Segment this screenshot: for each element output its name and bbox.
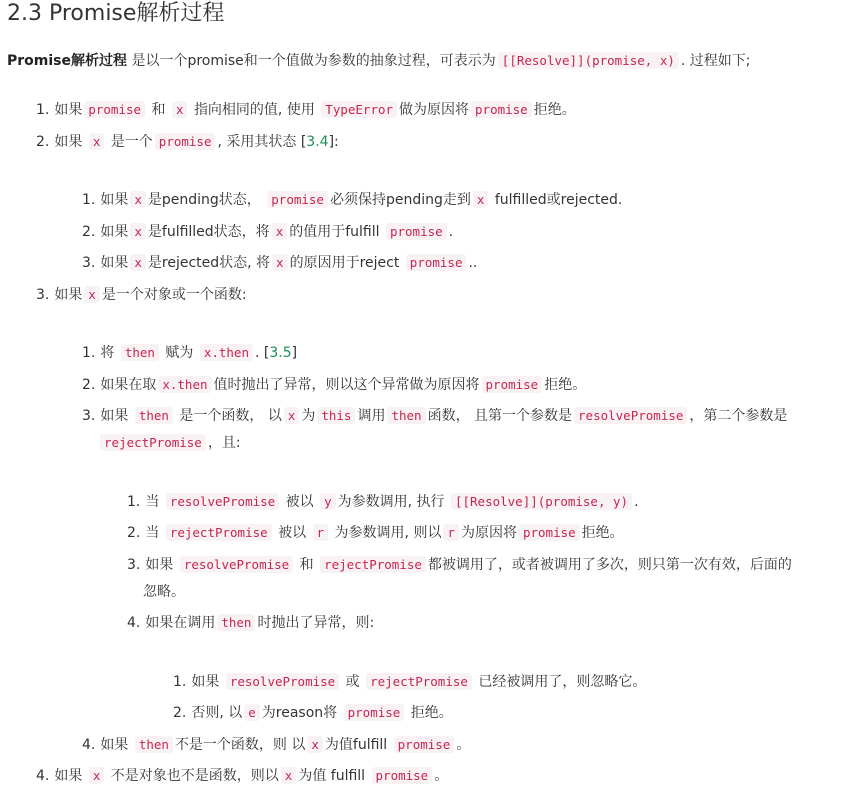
list-item: 4. 如果 x 不是对象也不是函数，则以 x 为值 fulfill promise 。 [36, 768, 449, 784]
inline-code: x [281, 767, 297, 784]
inline-code: [[Resolve]](promise, y) [451, 493, 632, 510]
inline-code: x [130, 254, 146, 271]
inline-code: x.then [200, 344, 253, 361]
inline-code: this [317, 407, 355, 424]
inline-code: y [320, 493, 336, 510]
inline-code: x [272, 223, 288, 240]
inline-code: x [172, 101, 188, 118]
list-item: 1. 如果 x 是pending状态， promise 必须保持pending走到 x fulfilled或rejected. [82, 192, 623, 208]
inline-code: then [121, 344, 159, 361]
list-item: 2. 否则, 以 e 为reason将 promise 拒绝。 [173, 705, 453, 721]
inline-code: resolvePromise [180, 556, 293, 573]
inline-code: x [130, 191, 146, 208]
inline-code: resolvePromise [166, 493, 279, 510]
inline-code: promise [471, 101, 532, 118]
inline-code: x [284, 407, 300, 424]
inline-code: e [244, 704, 260, 721]
inline-code: promise [84, 101, 145, 118]
inline-code: promise [344, 704, 405, 721]
list-item: 3. 如果 x 是rejected状态, 将 x 的原因用于reject promise .. [82, 255, 478, 271]
intro-term: Promise解析过程 [7, 53, 127, 69]
list-item-continuation: 忽略。 [143, 584, 185, 600]
inline-code: rejectPromise [166, 524, 272, 541]
inline-code: resolvePromise [226, 673, 339, 690]
list-item: 1. 如果 promise 和 x 指向相同的值, 使用 TypeError 做为原因将 promise 拒绝。 [36, 102, 576, 118]
list-item: 2. 如果 x 是fulfilled状态，将 x 的值用于fulfill promise . [82, 224, 454, 240]
inline-code: promise [482, 376, 543, 393]
spec-link[interactable]: 3.5 [269, 345, 292, 361]
inline-code: then [387, 407, 425, 424]
list-item: 4. 如果 then 不是一个函数，则 以 x 为值fulfill promise 。 [82, 737, 471, 753]
inline-code: r [313, 524, 329, 541]
inline-code: promise [267, 191, 328, 208]
inline-code: r [443, 524, 459, 541]
inline-code: x [89, 767, 105, 784]
inline-code: x [272, 254, 288, 271]
inline-code: promise [372, 767, 433, 784]
inline-code: x.then [158, 376, 211, 393]
inline-code: rejectPromise [100, 434, 206, 451]
list-item: 3. 如果 x 是一个对象或一个函数: [36, 287, 247, 303]
inline-code: then [135, 736, 173, 753]
list-item: 1. 将 then 赋为 x.then . [3.5] [82, 345, 298, 361]
inline-code: rejectPromise [366, 673, 472, 690]
inline-code: x [84, 286, 100, 303]
inline-code: x [130, 223, 146, 240]
list-item: 2. 当 rejectPromise 被以 r 为参数调用, 则以 r 为原因将 promise 拒绝。 [127, 525, 624, 541]
inline-code: rejectPromise [320, 556, 426, 573]
inline-code: x [89, 133, 105, 150]
inline-code: then [135, 407, 173, 424]
list-item-continuation: rejectPromise ，且: [98, 432, 241, 454]
inline-code: then [217, 614, 255, 631]
inline-code: promise [386, 223, 447, 240]
inline-code: promise [155, 133, 216, 150]
inline-code: x [473, 191, 489, 208]
inline-code: resolvePromise [574, 407, 687, 424]
intro-paragraph: Promise解析过程 是以一个promise和一个值做为参数的抽象过程，可表示为 [[Resolve]](promise, x) . 过程如下; [7, 53, 751, 69]
inline-code: promise [519, 524, 580, 541]
inline-code: x [307, 736, 323, 753]
inline-code: TypeError [321, 101, 397, 118]
spec-link[interactable]: 3.4 [306, 134, 329, 150]
list-item: 1. 如果 resolvePromise 或 rejectPromise 已经被调用了，则忽略它。 [173, 674, 647, 690]
list-item: 2. 如果在取 x.then 值时抛出了异常，则以这个异常做为原因将 promise 拒绝。 [82, 377, 587, 393]
inline-code: [[Resolve]](promise, x) [498, 52, 679, 69]
list-item: 2. 如果 x 是一个 promise , 采用其状态 [3.4]: [36, 134, 339, 150]
inline-code: promise [406, 254, 467, 271]
page-title: 2.3 Promise解析过程 [7, 1, 225, 26]
list-item: 4. 如果在调用 then 时抛出了异常，则: [127, 615, 375, 631]
inline-code: promise [394, 736, 455, 753]
list-item: 1. 当 resolvePromise 被以 y 为参数调用, 执行 [[Resolve]](promise, y) . [127, 494, 639, 510]
list-item: 3. 如果 resolvePromise 和 rejectPromise 都被调用了，或者被调用了多次，则只第一次有效，后面的 [127, 557, 792, 573]
list-item: 3. 如果 then 是一个函数， 以 x 为 this 调用 then 函数， 且第一个参数是 resolvePromise ，第二个参数是 [82, 408, 788, 424]
